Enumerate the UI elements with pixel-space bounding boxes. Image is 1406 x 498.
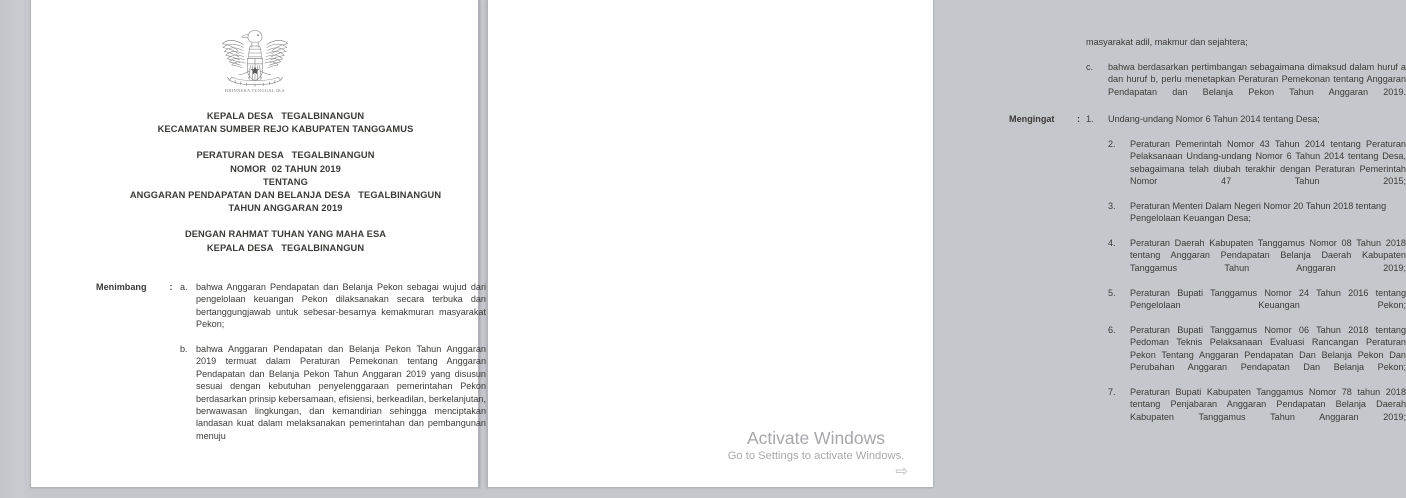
menimbang-text-c: bahwa berdasarkan pertimbangan sebagaimana dimaksud dalam huruf a dan huruf b, perlu menetapkan Peraturan Pemekonan tentang Anggaran Pendapatan dan Belanja Pekon Tahun Anggaran 2019.	[1108, 61, 1406, 97]
activate-windows-subtitle: Go to Settings to activate Windows.	[727, 450, 905, 462]
title-line-peraturan-desa: PERATURAN DESA TEGALBINANGUN	[196, 150, 375, 161]
title-line-dengan-rahmat: DENGAN RAHMAT TUHAN YANG MAHA ESA	[184, 229, 387, 240]
mengingat-text-1: Undang-undang Nomor 6 Tahun 2014 tentang Desa;	[1108, 114, 1320, 124]
mengingat-item-3	[1108, 200, 1406, 237]
mengingat-marker-3: 3.	[1108, 200, 1116, 211]
mengingat-item-1	[1009, 113, 1406, 138]
title-line-kepala-desa-2: KEPALA DESA TEGALBINANGUN	[206, 242, 365, 253]
menimbang-clause	[96, 281, 486, 455]
mengingat-item-2	[1108, 138, 1406, 200]
title-line-tentang: TENTANG	[263, 176, 308, 187]
mengingat-text-3: Peraturan Menteri Dalam Negeri Nomor 20 Tahun 2018 tentang Pengelolaan Keuangan Desa;	[1130, 200, 1387, 224]
mengingat-marker-7: 7.	[1108, 386, 1116, 397]
title-gap-1	[31, 136, 540, 149]
mengingat-text-5: Peraturan Bupati Tanggamus Nomor 24 Tahun 2016 tentang Pengelolaan Keuangan Pekon;	[1130, 287, 1406, 311]
document-title-block	[31, 110, 540, 255]
menimbang-text-b: bahwa Anggaran Pendapatan dan Belanja Pekon Tahun Anggaran 2019 termuat dalam Peraturan Pemekonan tentang Anggaran Pendapatan dan Belanja Pekon Tahun Anggaran 2019 yang disusun sesuai dengan kebutuhan penyelenggaraan pemerintahan Pekon berdasarkan prinsip kebersamaan, efisiensi, berkeadilan, berkelanjutan, berwawasan lingkungan, dan kemandirian sehingga menciptakan landasan kuat dalam melaksanakan pemerintahan dan pembangunan menuju	[196, 344, 486, 441]
page-2-content	[488, 0, 1406, 487]
menimbang-marker-c: c.	[1086, 61, 1094, 72]
emblem-container	[31, 22, 478, 98]
document-page-1	[30, 0, 486, 488]
mengingat-text-2: Peraturan Pemerintah Nomor 43 Tahun 2014 tentang Peraturan Pelaksanaan Undang-undang Nomor 6 Tahun 2014 tentang Desa, sebagaimana telah diubah terakhir dengan Peraturan Pemerintah Nomor 47 Tahun 2015;	[1130, 138, 1406, 187]
mengingat-item-5	[1108, 287, 1406, 324]
menimbang-item-a	[96, 281, 486, 343]
mengingat-text-4: Peraturan Daerah Kabupaten Tanggamus Nomor 08 Tahun 2018 tentang Anggaran Pendapatan Belanja Daerah Kabupaten Tanggamus Tahun Anggaran 2019;	[1130, 238, 1406, 273]
mengingat-text-6: Peraturan Bupati Tanggamus Nomor 06 Tahun 2018 tentang Pedoman Teknis Pelaksanaan Evaluasi Rancangan Peraturan Pekon Tentang Anggaran Pendapatan Dan Belanja Pekon Dan Perubahan Anggaran Pendapatan Dan Belanja Pekon;	[1130, 324, 1406, 373]
mengingat-marker-5: 5.	[1108, 287, 1116, 298]
mengingat-item-6	[1108, 324, 1406, 386]
mengingat-colon: :	[1076, 114, 1081, 124]
mengingat-clause	[1009, 113, 1406, 436]
mengingat-text-7: Peraturan Bupati Kabupaten Tanggamus Nomor 78 tahun 2018 tentang Penjabaran Anggaran Pendapatan Belanja Daerah Kabupaten Tanggamus Tahun Anggaran 2019;	[1130, 386, 1406, 422]
menimbang-marker-a: a.	[180, 282, 188, 292]
menimbang-colon: :	[169, 282, 173, 292]
menimbang-marker-b: b.	[180, 344, 188, 355]
title-line-nomor: NOMOR 02 TAHUN 2019	[230, 163, 341, 174]
mengingat-item-4	[1108, 237, 1406, 287]
menimbang-text-b-carry: masyarakat adil, makmur dan sejahtera;	[1086, 37, 1248, 47]
garuda-pancasila-emblem	[216, 22, 294, 98]
title-line-anggaran: ANGGARAN PENDAPATAN DAN BELANJA DESA TEGALBINANGUN	[129, 190, 442, 201]
cursor-arrow-icon: ⇨	[895, 463, 908, 480]
mengingat-marker-2: 2.	[1108, 138, 1116, 149]
mengingat-item-7	[1108, 386, 1406, 436]
title-line-kecamatan: KECAMATAN SUMBER REJO KABUPATEN TANGGAMUS	[157, 124, 414, 135]
mengingat-marker-6: 6.	[1108, 324, 1116, 335]
svg-text:BHINNEKA TUNGGAL IKA: BHINNEKA TUNGGAL IKA	[224, 87, 285, 93]
mengingat-marker-1: 1.	[1086, 114, 1094, 124]
menimbang-item-b-carry	[1009, 36, 1406, 61]
menimbang-label: Menimbang	[96, 282, 147, 292]
activate-windows-watermark	[712, 428, 920, 479]
page-1-content	[31, 0, 486, 487]
activate-windows-title: Activate Windows	[746, 428, 886, 448]
menimbang-item-c	[1009, 61, 1406, 111]
menimbang-continuation	[1009, 36, 1406, 110]
menimbang-item-b	[96, 343, 486, 455]
document-page-2	[487, 0, 1406, 488]
title-gap-2	[31, 215, 540, 228]
mengingat-label: Mengingat	[1009, 114, 1055, 124]
menimbang-text-a: bahwa Anggaran Pendapatan dan Belanja Pekon sebagai wujud dari pengelolaan keuangan Pekon dilaksanakan secara terbuka dan bertanggungjawab untuk sebesar-besarnya kemakmuran masyarakat Pekon;	[196, 282, 486, 330]
title-line-tahun-anggaran: TAHUN ANGGARAN 2019	[228, 203, 343, 214]
title-line-kepala-desa: KEPALA DESA TEGALBINANGUN	[206, 111, 365, 121]
mengingat-marker-4: 4.	[1108, 238, 1116, 249]
